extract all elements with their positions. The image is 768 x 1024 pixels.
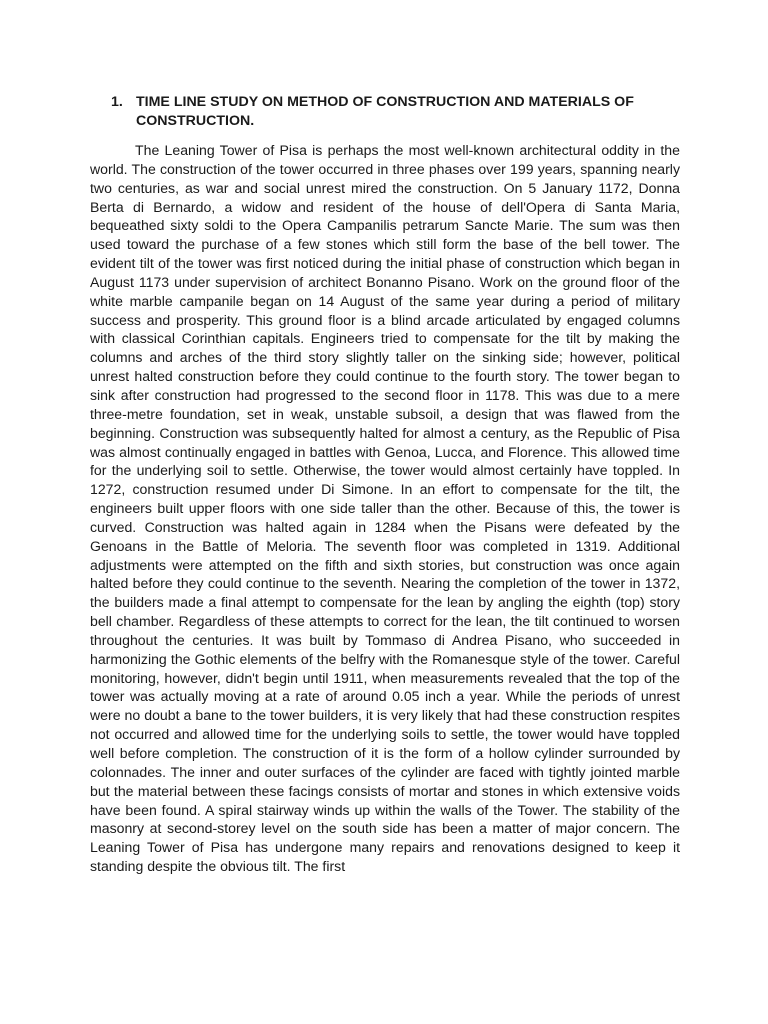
- section-heading: [111, 93, 681, 131]
- section-number: 1.: [111, 94, 123, 110]
- body-paragraph: The Leaning Tower of Pisa is perhaps the most well-known architectural oddity in the world. The construction of the tower occurred in three phases over 199 years, spanning nearly two centuries, as war and social unrest mired the construction. On 5 January 1172, Donna Berta di Bernardo, a widow and resident of the house of dell'Opera di Santa Maria, bequeathed sixty soldi to the Opera Campanilis petrarum Sancte Marie. The sum was then used toward the purchase of a few stones which still form the base of the bell tower. The evident tilt of the tower was first noticed during the initial phase of construction which began in August 1173 under supervision of architect Bonanno Pisano. Work on the ground floor of the white marble campanile began on 14 August of the same year during a period of military success and prosperity. This ground floor is a blind arcade articulated by engaged columns with classical Corinthian capitals. Engineers tried to compensate for the tilt by making the columns and arches of the third story slightly taller on the sinking side; however, political unrest halted construction before they could continue to the fourth story. The tower began to sink after construction had progressed to the second floor in 1178. This was due to a mere three-metre foundation, set in weak, unstable subsoil, a design that was flawed from the beginning. Construction was subsequently halted for almost a century, as the Republic of Pisa was almost continually engaged in battles with Genoa, Lucca, and Florence. This allowed time for the underlying soil to settle. Otherwise, the tower would almost certainly have toppled. In 1272, construction resumed under Di Simone. In an effort to compensate for the tilt, the engineers built upper floors with one side taller than the other. Because of this, the tower is curved. Construction was halted again in 1284 when the Pisans were defeated by the Genoans in the Battle of Meloria. The seventh floor was completed in 1319. Additional adjustments were attempted on the fifth and sixth stories, but construction was once again halted before they could continue to the seventh. Nearing the completion of the tower in 1372, the builders made a final attempt to compensate for the lean by angling the eighth (top) story bell chamber. Regardless of these attempts to correct for the lean, the tilt continued to worsen throughout the centuries. It was built by Tommaso di Andrea Pisano, who succeeded in harmonizing the Gothic elements of the belfry with the Romanesque style of the tower. Careful monitoring, however, didn't begin until 1911, when measurements revealed that the top of the tower was actually moving at a rate of around 0.05 inch a year. While the periods of unrest were no doubt a bane to the tower builders, it is very likely that had these construction respites not occurred and allowed time for the underlying soils to settle, the tower would have toppled well before completion. The construction of it is the form of a hollow cylinder surrounded by colonnades. The inner and outer surfaces of the cylinder are faced with tightly jointed marble but the material between these facings consists of mortar and stones in which extensive voids have been found. A spiral stairway winds up within the walls of the Tower. The stability of the masonry at second-storey level on the south side has been a matter of major concern. The Leaning Tower of Pisa has undergone many repairs and renovations designed to keep it standing despite the obvious tilt. The first: [90, 142, 680, 875]
- section-title: TIME LINE STUDY ON METHOD OF CONSTRUCTION AND MATERIALS OF CONSTRUCTION.: [136, 94, 634, 129]
